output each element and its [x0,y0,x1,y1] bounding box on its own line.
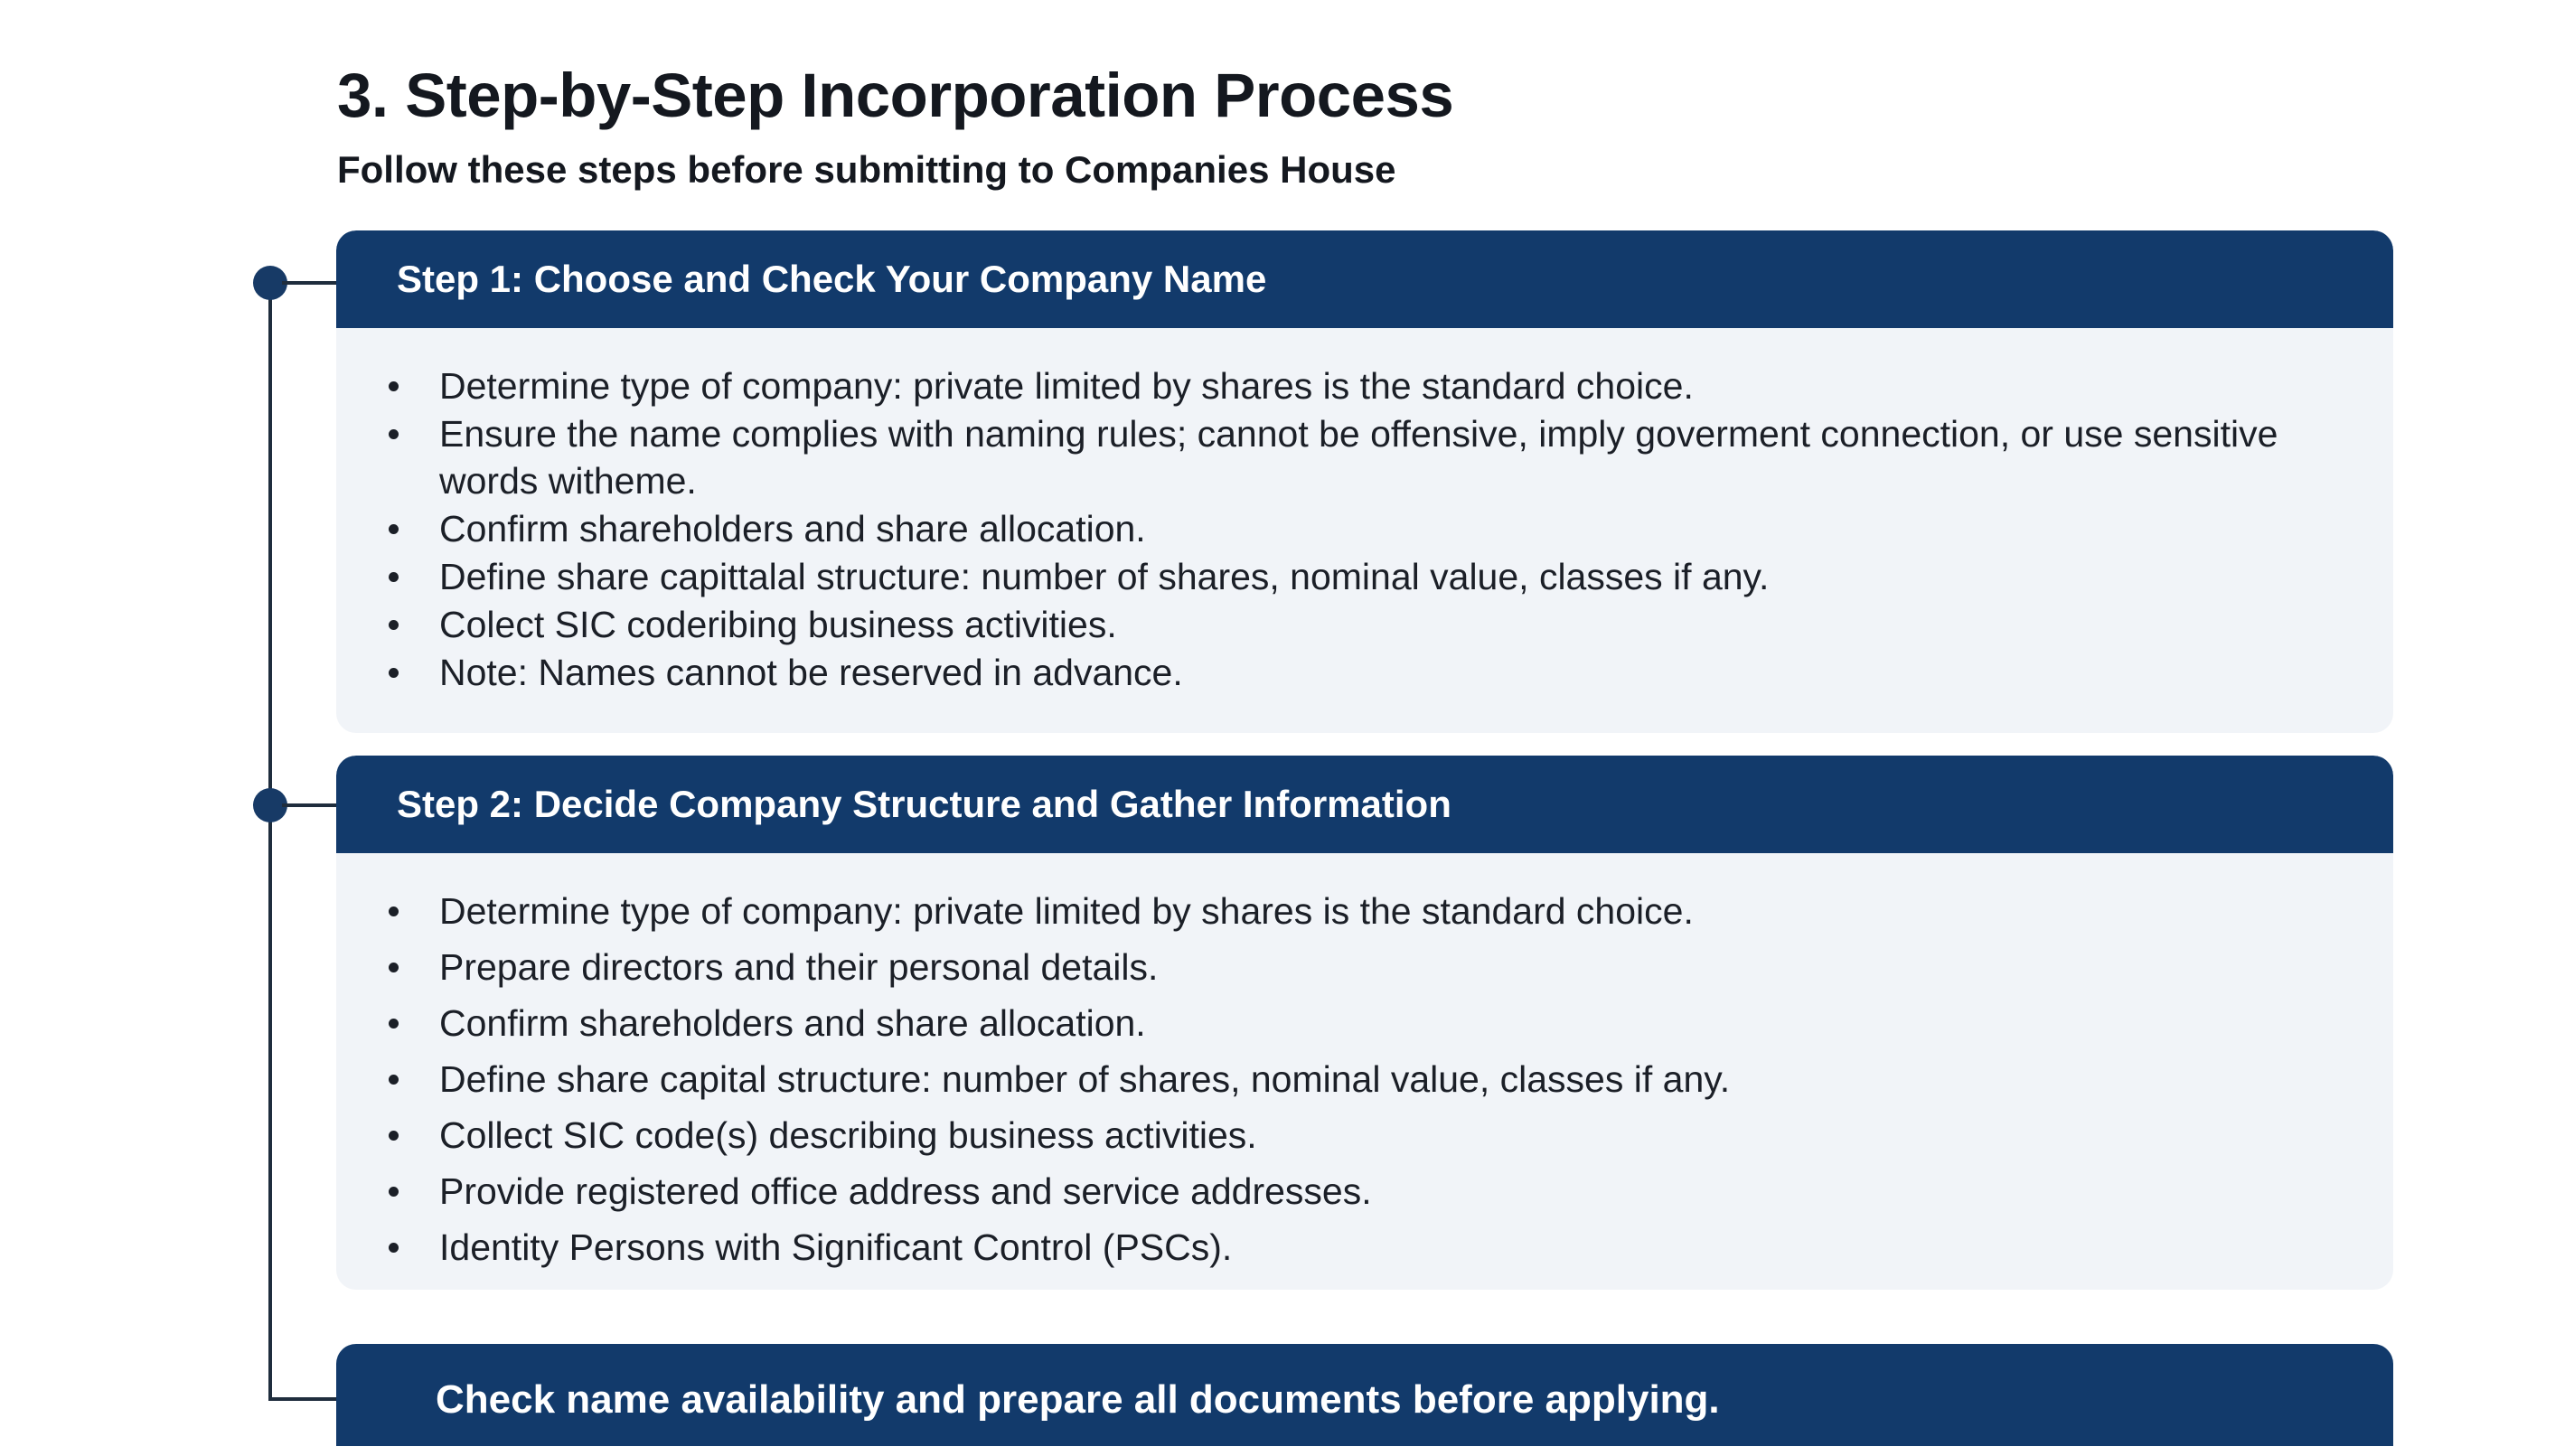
step-list-2 [336,853,2393,1290]
step-card-1 [336,230,2393,733]
step-list-1 [336,328,2393,719]
timeline-connector-step-1 [282,281,336,285]
step-header-2: Step 2: Decide Company Structure and Gather Information [336,756,2393,853]
list-item: Ensure the name complies with naming rules; cannot be offensive, imply goverment connection, or use sensitive words witheme. [439,410,2339,504]
list-item: Colect SIC coderibing business activities. [439,601,2339,648]
list-item: Provide registered office address and service addresses. [439,1168,2339,1215]
list-item: Collect SIC code(s) describing business activities. [439,1112,2339,1159]
step-header-1: Step 1: Choose and Check Your Company Name [336,230,2393,328]
list-item: Confirm shareholders and share allocation. [439,505,2339,552]
list-item: Note: Names cannot be reserved in advance. [439,649,2339,696]
list-item: Determine type of company: private limited by shares is the standard choice. [439,362,2339,409]
list-item: Confirm shareholders and share allocation. [439,1000,2339,1047]
list-item: Identity Persons with Significant Control (PSCs). [439,1224,2339,1271]
page-subtitle: Follow these steps before submitting to Companies House [337,148,1396,191]
timeline-elbow [268,1397,337,1401]
footer-banner: Check name availability and prepare all documents before applying. [336,1344,2393,1446]
step-card-2 [336,756,2393,1290]
list-item: Define share capital structure: number of shares, nominal value, classes if any. [439,1056,2339,1103]
list-item: Determine type of company: private limited by shares is the standard choice. [439,888,2339,935]
timeline-connector-step-2 [282,803,336,807]
timeline-line [268,282,272,1401]
page-title: 3. Step-by-Step Incorporation Process [337,61,1454,130]
list-item: Define share capittalal structure: number of shares, nominal value, classes if any. [439,553,2339,600]
list-item: Prepare directors and their personal details. [439,944,2339,991]
